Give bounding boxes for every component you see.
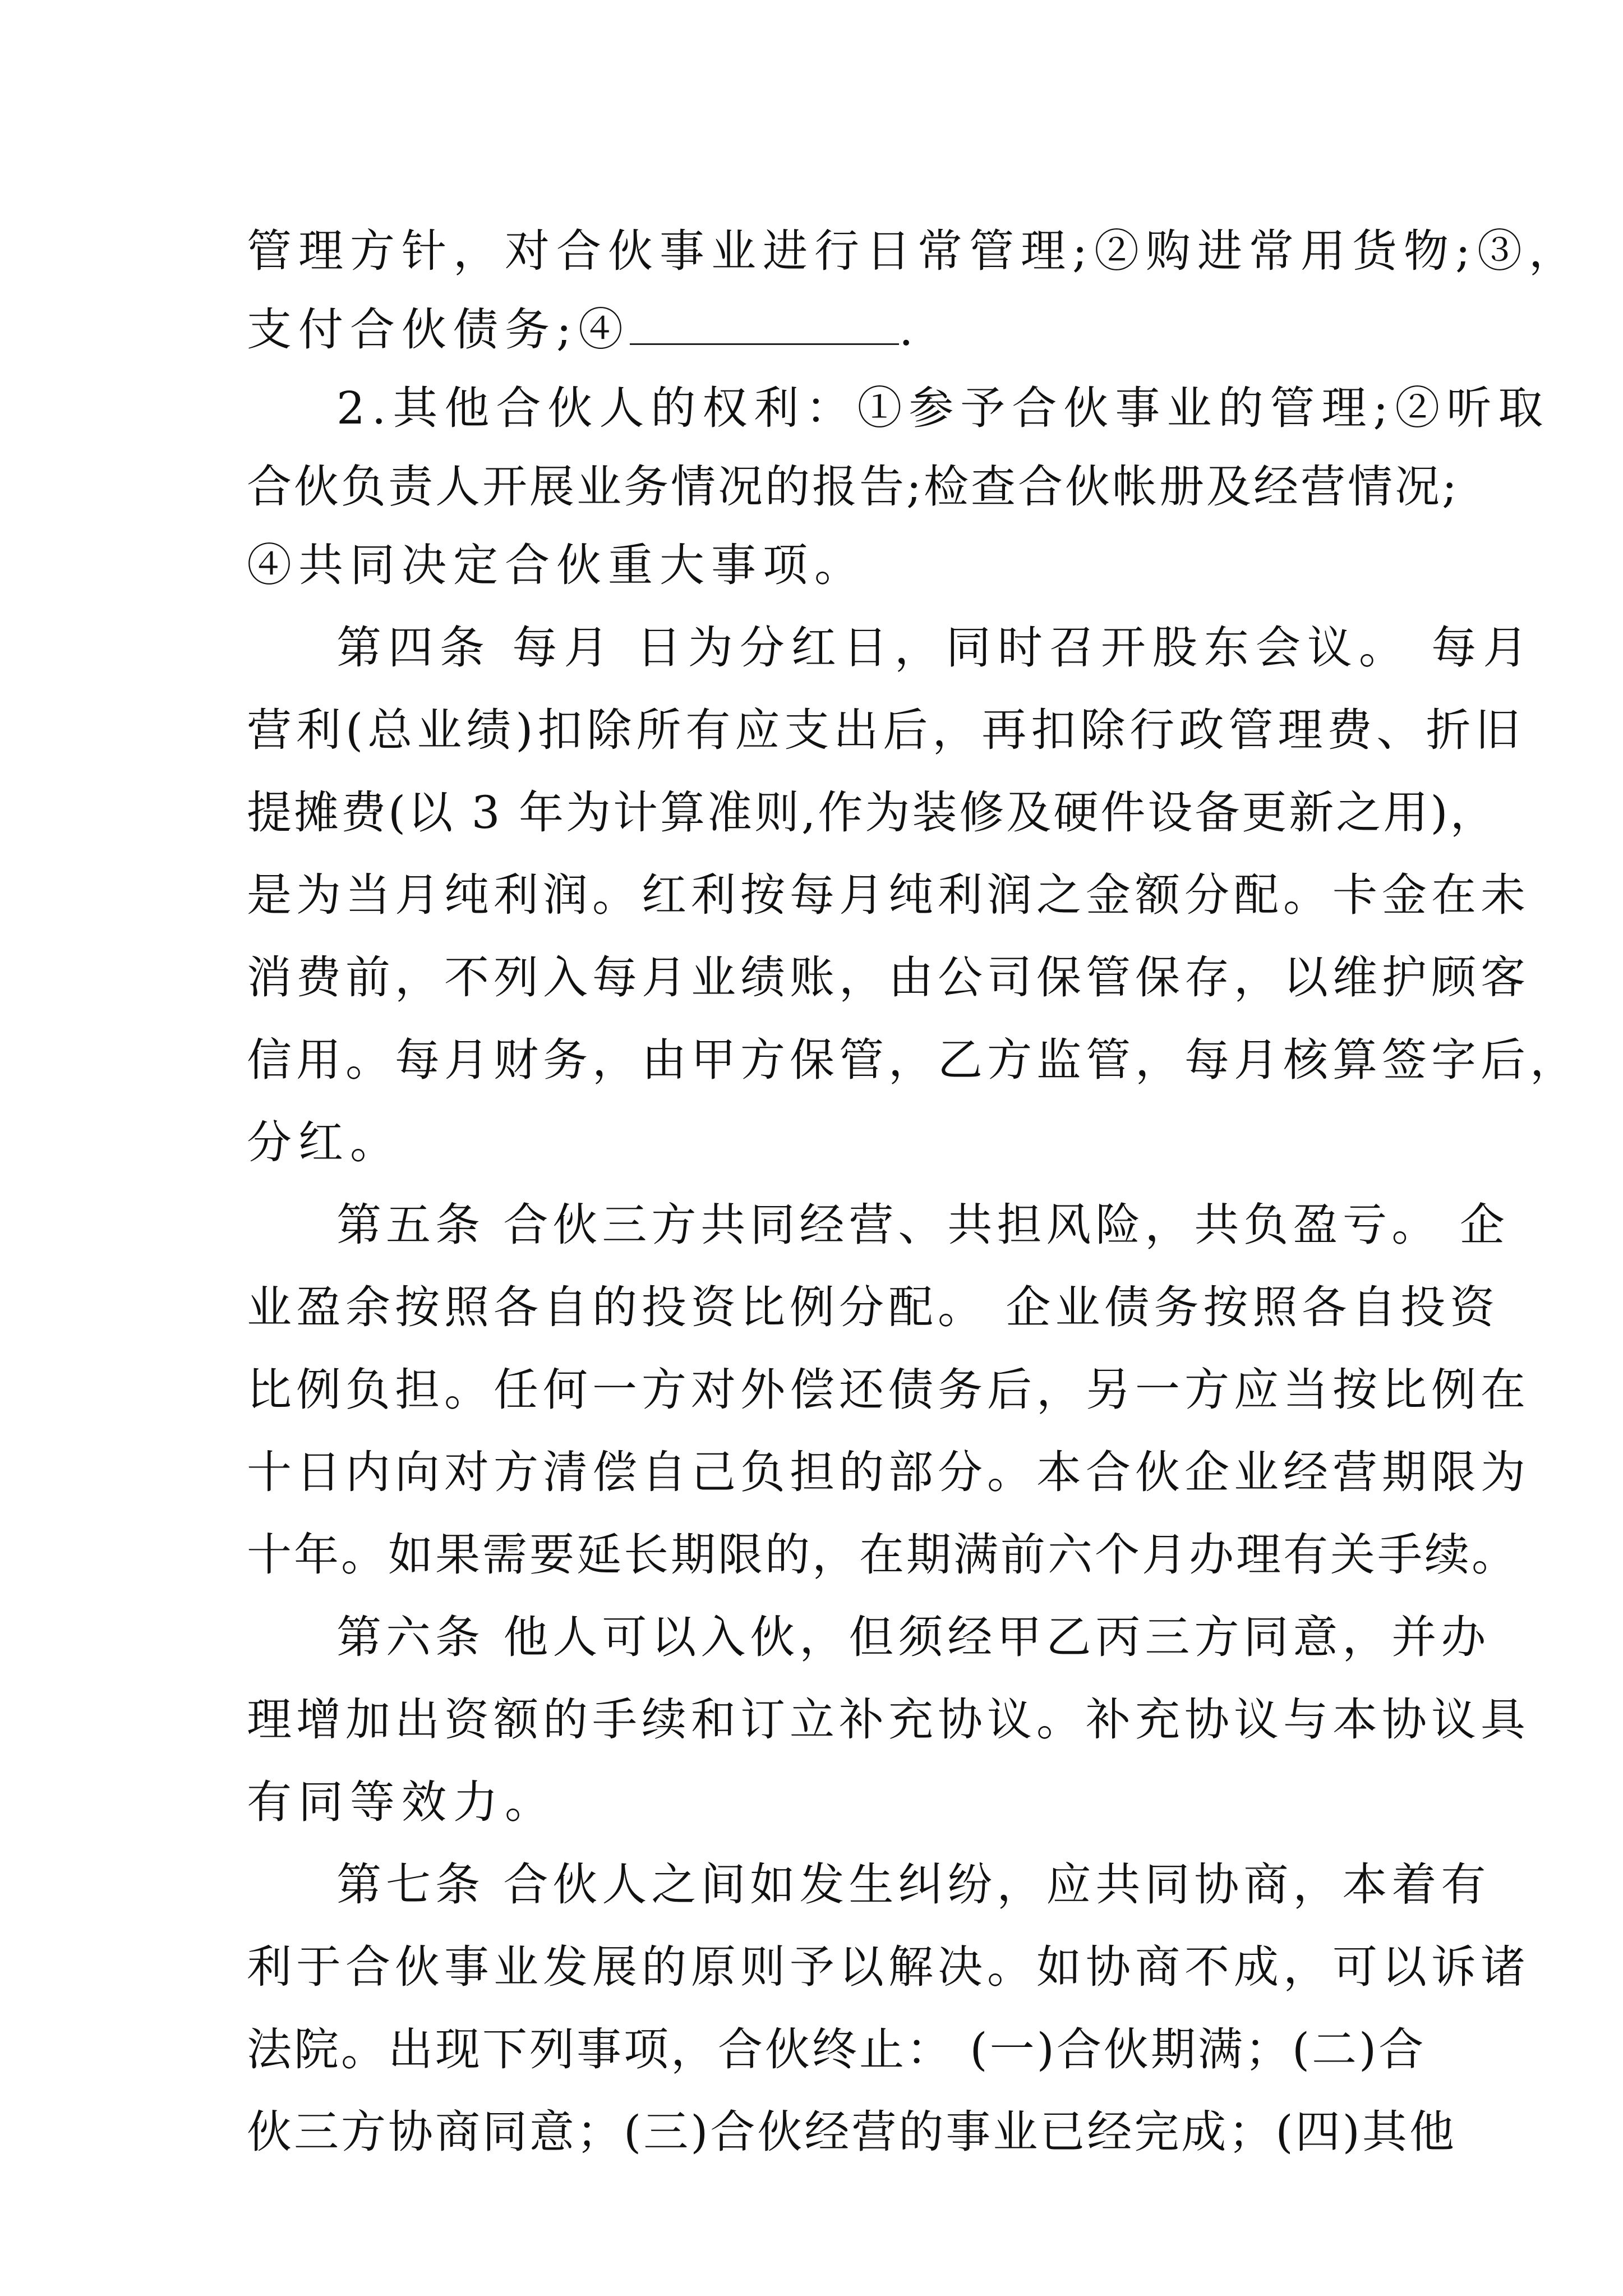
text-line: 理增加出资额的手续和订立补充协议。补充协议与本协议具: [247, 1694, 1530, 1746]
text-line: 管理方针，对合伙事业进行日常管理;②购进常用货物;③，: [247, 225, 1580, 277]
text-line: [247, 291, 1436, 369]
text-line: 第七条 合伙人之间如发生纠纷，应共同协商，本着有: [336, 1858, 1491, 1911]
fill-in-blank: [630, 309, 899, 345]
text-line: 伙三方协商同意；(三)合伙经营的事业已经完成；(四)其他: [247, 2106, 1456, 2158]
text-line: 第四条 每月 日为分红日，同时召开股东会议。 每月: [336, 622, 1535, 674]
text-line: 合伙负责人开展业务情况的报告;检查合伙帐册及经营情况;: [247, 461, 1459, 513]
text-line: 第六条 他人可以入伙，但须经甲乙丙三方同意，并办: [336, 1611, 1491, 1663]
text-line: 十年。如果需要延长期限的，在期满前六个月办理有关手续。: [247, 1529, 1519, 1581]
text-line: 消费前，不列入每月业绩账，由公司保管保存，以维护顾客: [247, 951, 1530, 1004]
text-line: 业盈余按照各自的投资比例分配。 企业债务按照各自投资: [247, 1281, 1500, 1333]
text-line: 营利(总业绩)扣除所有应支出后，再扣除行政管理费、折旧: [247, 704, 1525, 756]
text-line: 有同等效力。: [247, 1776, 556, 1828]
text-line: 2.其他合伙人的权利：①参予合伙事业的管理;②听取: [336, 382, 1550, 434]
text-line: 利于合伙事业发展的原则予以解决。如协商不成，可以诉诸: [247, 1941, 1530, 1993]
text-line: 比例负担。任何一方对外偿还债务后，另一方应当按比例在: [247, 1364, 1530, 1416]
text-line: 分红。: [247, 1116, 402, 1168]
text-line: ④共同决定合伙重大事项。: [247, 539, 866, 591]
text-line: 提摊费(以 3 年为计算准则,作为装修及硬件设备更新之用)，: [247, 786, 1497, 839]
text-fragment: .: [898, 303, 920, 356]
text-line: 信用。每月财务，由甲方保管，乙方监管，每月核算签字后，: [247, 1034, 1579, 1086]
text-fragment: 支付合伙债务;④: [247, 303, 630, 356]
text-line: 十日内向对方清偿自己负担的部分。本合伙企业经营期限为: [247, 1446, 1530, 1498]
text-line: 是为当月纯利润。红利按每月纯利润之金额分配。卡金在未: [247, 869, 1530, 921]
text-line: 法院。出现下列事项，合伙终止： (一)合伙期满；(二)合: [247, 2023, 1426, 2076]
text-line: 第五条 合伙三方共同经营、共担风险，共负盈亏。 企: [336, 1199, 1509, 1251]
